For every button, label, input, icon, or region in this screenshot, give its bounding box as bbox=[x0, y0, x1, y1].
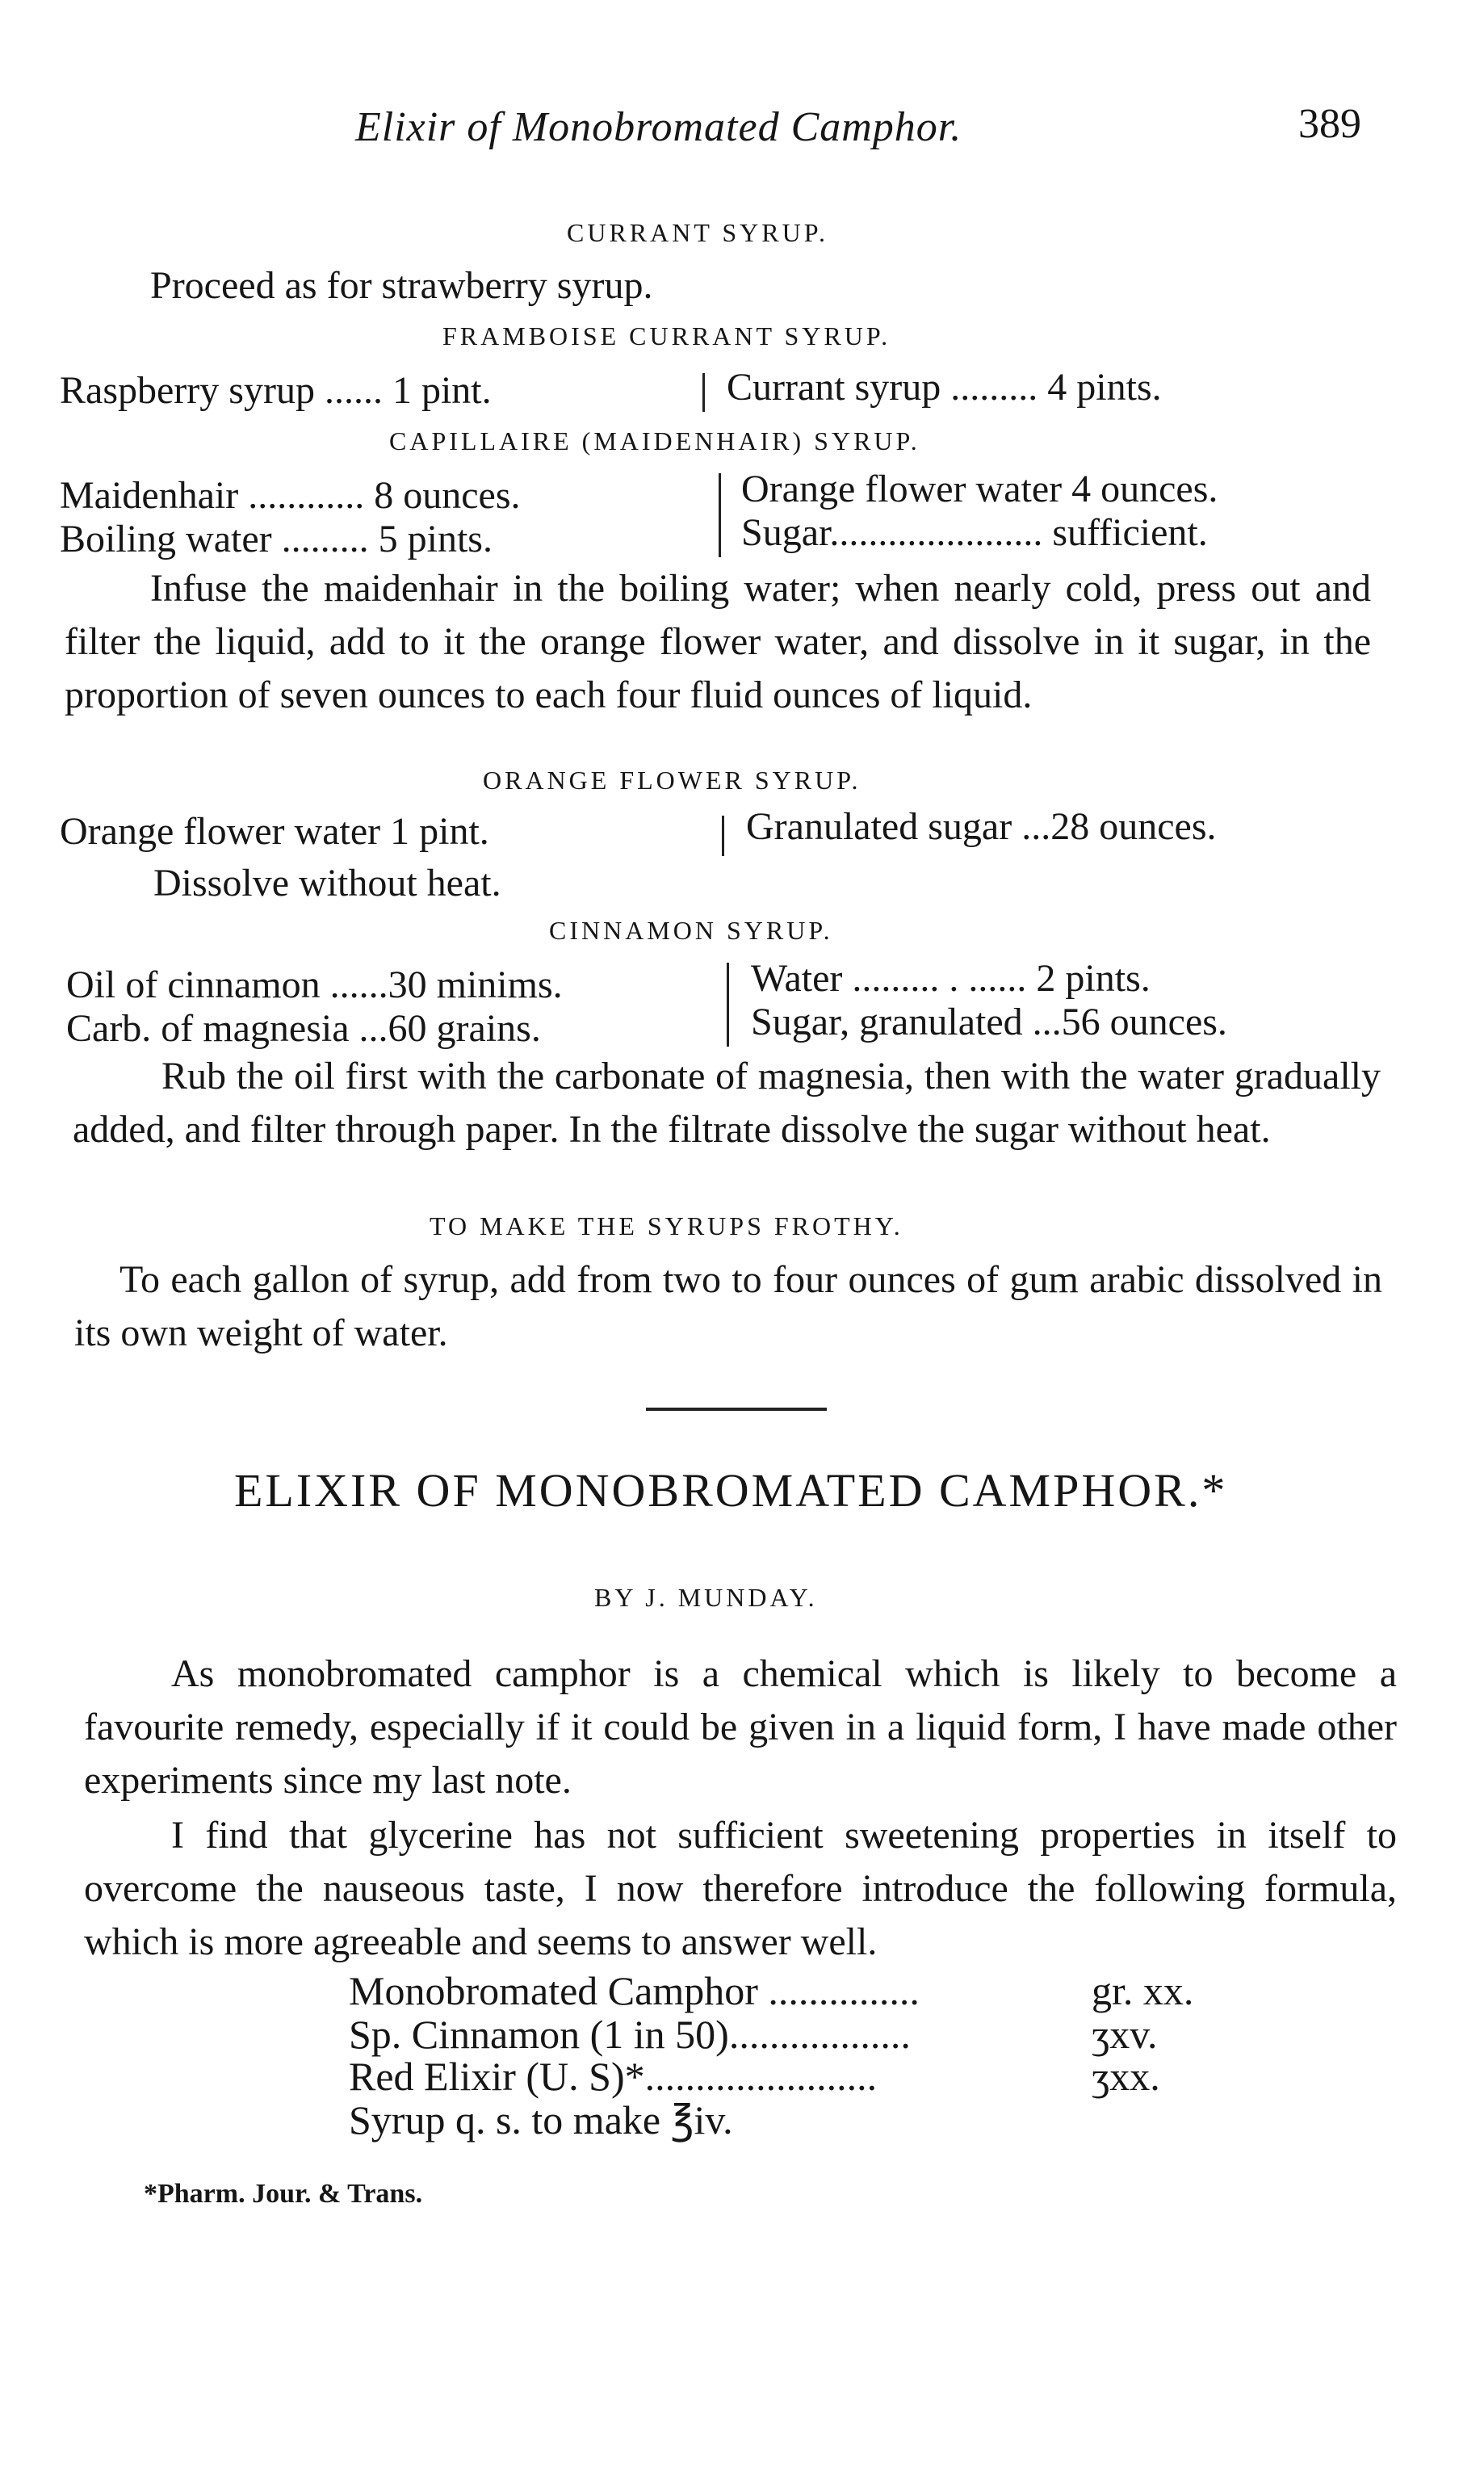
cinnamon-left-1: Oil of cinnamon ......30 minims. bbox=[66, 963, 563, 1006]
formula-row bbox=[349, 2053, 1160, 2100]
cinnamon-paragraph: Rub the oil first with the carbonate of magnesia, then with the water gradually added, and filter through paper. In the filtrate dissolve the sugar without heat. bbox=[73, 1055, 1381, 1151]
column-divider bbox=[702, 373, 705, 412]
column-divider bbox=[727, 963, 729, 1047]
capillaire-left-2: Boiling water ......... 5 pints. bbox=[60, 518, 493, 560]
cinnamon-heading: CINNAMON SYRUP. bbox=[549, 916, 833, 945]
formula-row bbox=[349, 2011, 1158, 2058]
article-paragraph-1: As monobromated camphor is a chemical which is likely to become a favourite remedy, especially if it could be given in a liquid form, I have made other experiments since my last note. bbox=[84, 1652, 1397, 1802]
orange-right: Granulated sugar ...28 ounces. bbox=[746, 805, 1217, 848]
framboise-heading: FRAMBOISE CURRANT SYRUP. bbox=[442, 321, 891, 350]
formula-item: Red Elixir (U. S)*....................... bbox=[349, 2054, 878, 2099]
column-divider bbox=[719, 473, 721, 557]
orange-heading: ORANGE FLOWER SYRUP. bbox=[483, 766, 861, 795]
capillaire-heading: CAPILLAIRE (MAIDENHAIR) SYRUP. bbox=[389, 426, 920, 455]
capillaire-right-1: Orange flower water 4 ounces. bbox=[741, 468, 1218, 510]
article-title: ELIXIR OF MONOBROMATED CAMPHOR.* bbox=[234, 1464, 1228, 1517]
cinnamon-left-2: Carb. of magnesia ...60 grains. bbox=[66, 1007, 541, 1050]
orange-left: Orange flower water 1 pint. bbox=[60, 810, 489, 853]
framboise-left: Raspberry syrup ...... 1 pint. bbox=[60, 369, 492, 412]
article-byline: BY J. MUNDAY. bbox=[594, 1583, 818, 1612]
frothy-heading: TO MAKE THE SYRUPS FROTHY. bbox=[430, 1211, 903, 1240]
article-paragraph-2: I find that glycerine has not sufficient sweetening properties in itself to overcome the nauseous taste, I now therefore introduce the following formula, which is more agreeable and seems to answer well. bbox=[84, 1814, 1397, 1963]
capillaire-right-2: Sugar...................... sufficient. bbox=[741, 511, 1208, 554]
formula-row bbox=[349, 1967, 1194, 2014]
capillaire-left-1: Maidenhair ............ 8 ounces. bbox=[60, 474, 521, 517]
formula-item: Monobromated Camphor ............... bbox=[349, 1968, 920, 2013]
currant-syrup-heading: CURRANT SYRUP. bbox=[567, 218, 828, 247]
formula-quantity: ʒxx. bbox=[1092, 2054, 1160, 2099]
formula-item: Syrup q. s. to make ℥iv. bbox=[349, 2097, 733, 2143]
running-title: Elixir of Monobromated Camphor. bbox=[355, 104, 962, 150]
framboise-right: Currant syrup ......... 4 pints. bbox=[727, 366, 1162, 409]
footnote: *Pharm. Jour. & Trans. bbox=[144, 2179, 423, 2209]
orange-text: Dissolve without heat. bbox=[153, 862, 501, 904]
formula-quantity: ʒxv. bbox=[1092, 2012, 1158, 2057]
cinnamon-right-1: Water ......... . ...... 2 pints. bbox=[751, 957, 1151, 1000]
section-divider bbox=[646, 1408, 827, 1411]
page-number: 389 bbox=[1298, 101, 1361, 147]
cinnamon-right-2: Sugar, granulated ...56 ounces. bbox=[751, 1001, 1227, 1043]
formula-quantity: gr. xx. bbox=[1092, 1968, 1194, 2013]
formula-item: Sp. Cinnamon (1 in 50).................. bbox=[349, 2012, 911, 2057]
currant-syrup-text: Proceed as for strawberry syrup. bbox=[150, 264, 653, 307]
formula-row bbox=[349, 2096, 733, 2143]
capillaire-paragraph: Infuse the maidenhair in the boiling water; when nearly cold, press out and filter the liquid, add to it the orange flower water, and dissolve in it sugar, in the proportion of seven ounces to each four fluid ounces of liquid. bbox=[65, 567, 1371, 716]
frothy-paragraph: To each gallon of syrup, add from two to four ounces of gum arabic dissolved in its own weight of water. bbox=[74, 1258, 1382, 1354]
column-divider bbox=[722, 816, 724, 856]
